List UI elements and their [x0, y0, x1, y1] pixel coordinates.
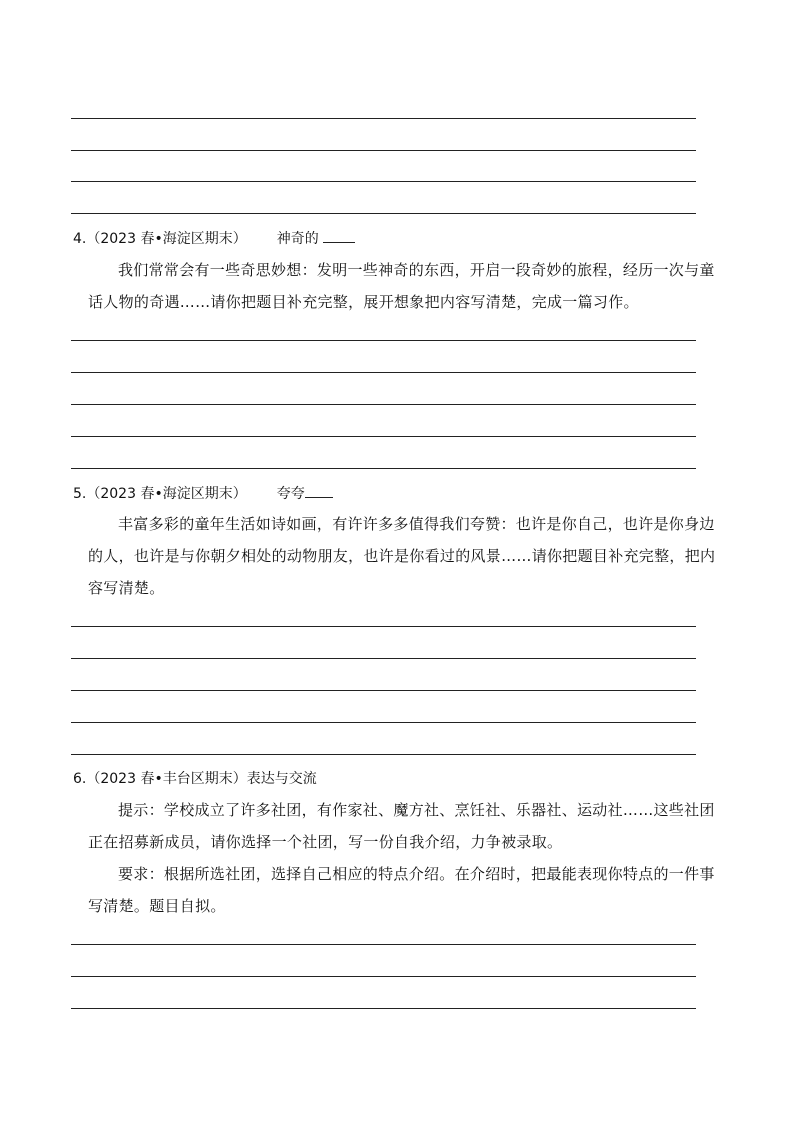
question-6-header [73, 769, 317, 789]
answer-line [71, 404, 696, 405]
question-source: （2023 春•海淀区期末） [86, 486, 247, 502]
answer-line [71, 722, 696, 723]
question-title: 表达与交流 [246, 771, 317, 787]
answer-line [71, 436, 696, 437]
question-4-header [73, 228, 355, 249]
question-number: 5. [73, 486, 87, 502]
question-number: 4. [73, 231, 87, 247]
answer-line [71, 150, 696, 151]
answer-line [71, 340, 696, 341]
question-number: 6. [73, 771, 87, 787]
question-4-prompt: 我们常常会有一些奇思妙想：发明一些神奇的东西，开启一段奇妙的旅程，经历一次与童话人物的奇遇……请你把题目补充完整，展开想象把内容写清楚，完成一篇习作。 [88, 261, 715, 311]
answer-line [71, 944, 696, 945]
answer-line [71, 213, 696, 214]
answer-line [71, 626, 696, 627]
answer-line [71, 976, 696, 977]
question-title: 夸夸 [276, 486, 305, 502]
answer-line [71, 181, 696, 182]
question-title: 神奇的 [276, 231, 319, 247]
answer-line [71, 118, 696, 119]
question-source: （2023 春•丰台区期末） [86, 771, 247, 787]
title-blank[interactable] [323, 228, 355, 243]
question-6-requirement: 要求：根据所选社团，选择自己相应的特点介绍。在介绍时，把最能表现你特点的一件事写清楚。题目自拟。 [88, 865, 715, 915]
answer-line [71, 658, 696, 659]
answer-line [71, 754, 696, 755]
answer-line [71, 1008, 696, 1009]
question-source: （2023 春•海淀区期末） [86, 231, 247, 247]
title-blank[interactable] [305, 483, 333, 498]
answer-line [71, 372, 696, 373]
answer-line [71, 468, 696, 469]
question-6-hint: 提示：学校成立了许多社团，有作家社、魔方社、烹饪社、乐器社、运动社……这些社团正在招募新成员，请你选择一个社团，写一份自我介绍，力争被录取。 [88, 801, 715, 851]
question-5-prompt: 丰富多彩的童年生活如诗如画，有许许多多值得我们夸赞：也许是你自己，也许是你身边的人，也许是与你朝夕相处的动物朋友，也许是你看过的风景……请你把题目补充完整，把内容写清楚。 [88, 515, 716, 597]
question-5-header [73, 483, 333, 504]
answer-line [71, 690, 696, 691]
